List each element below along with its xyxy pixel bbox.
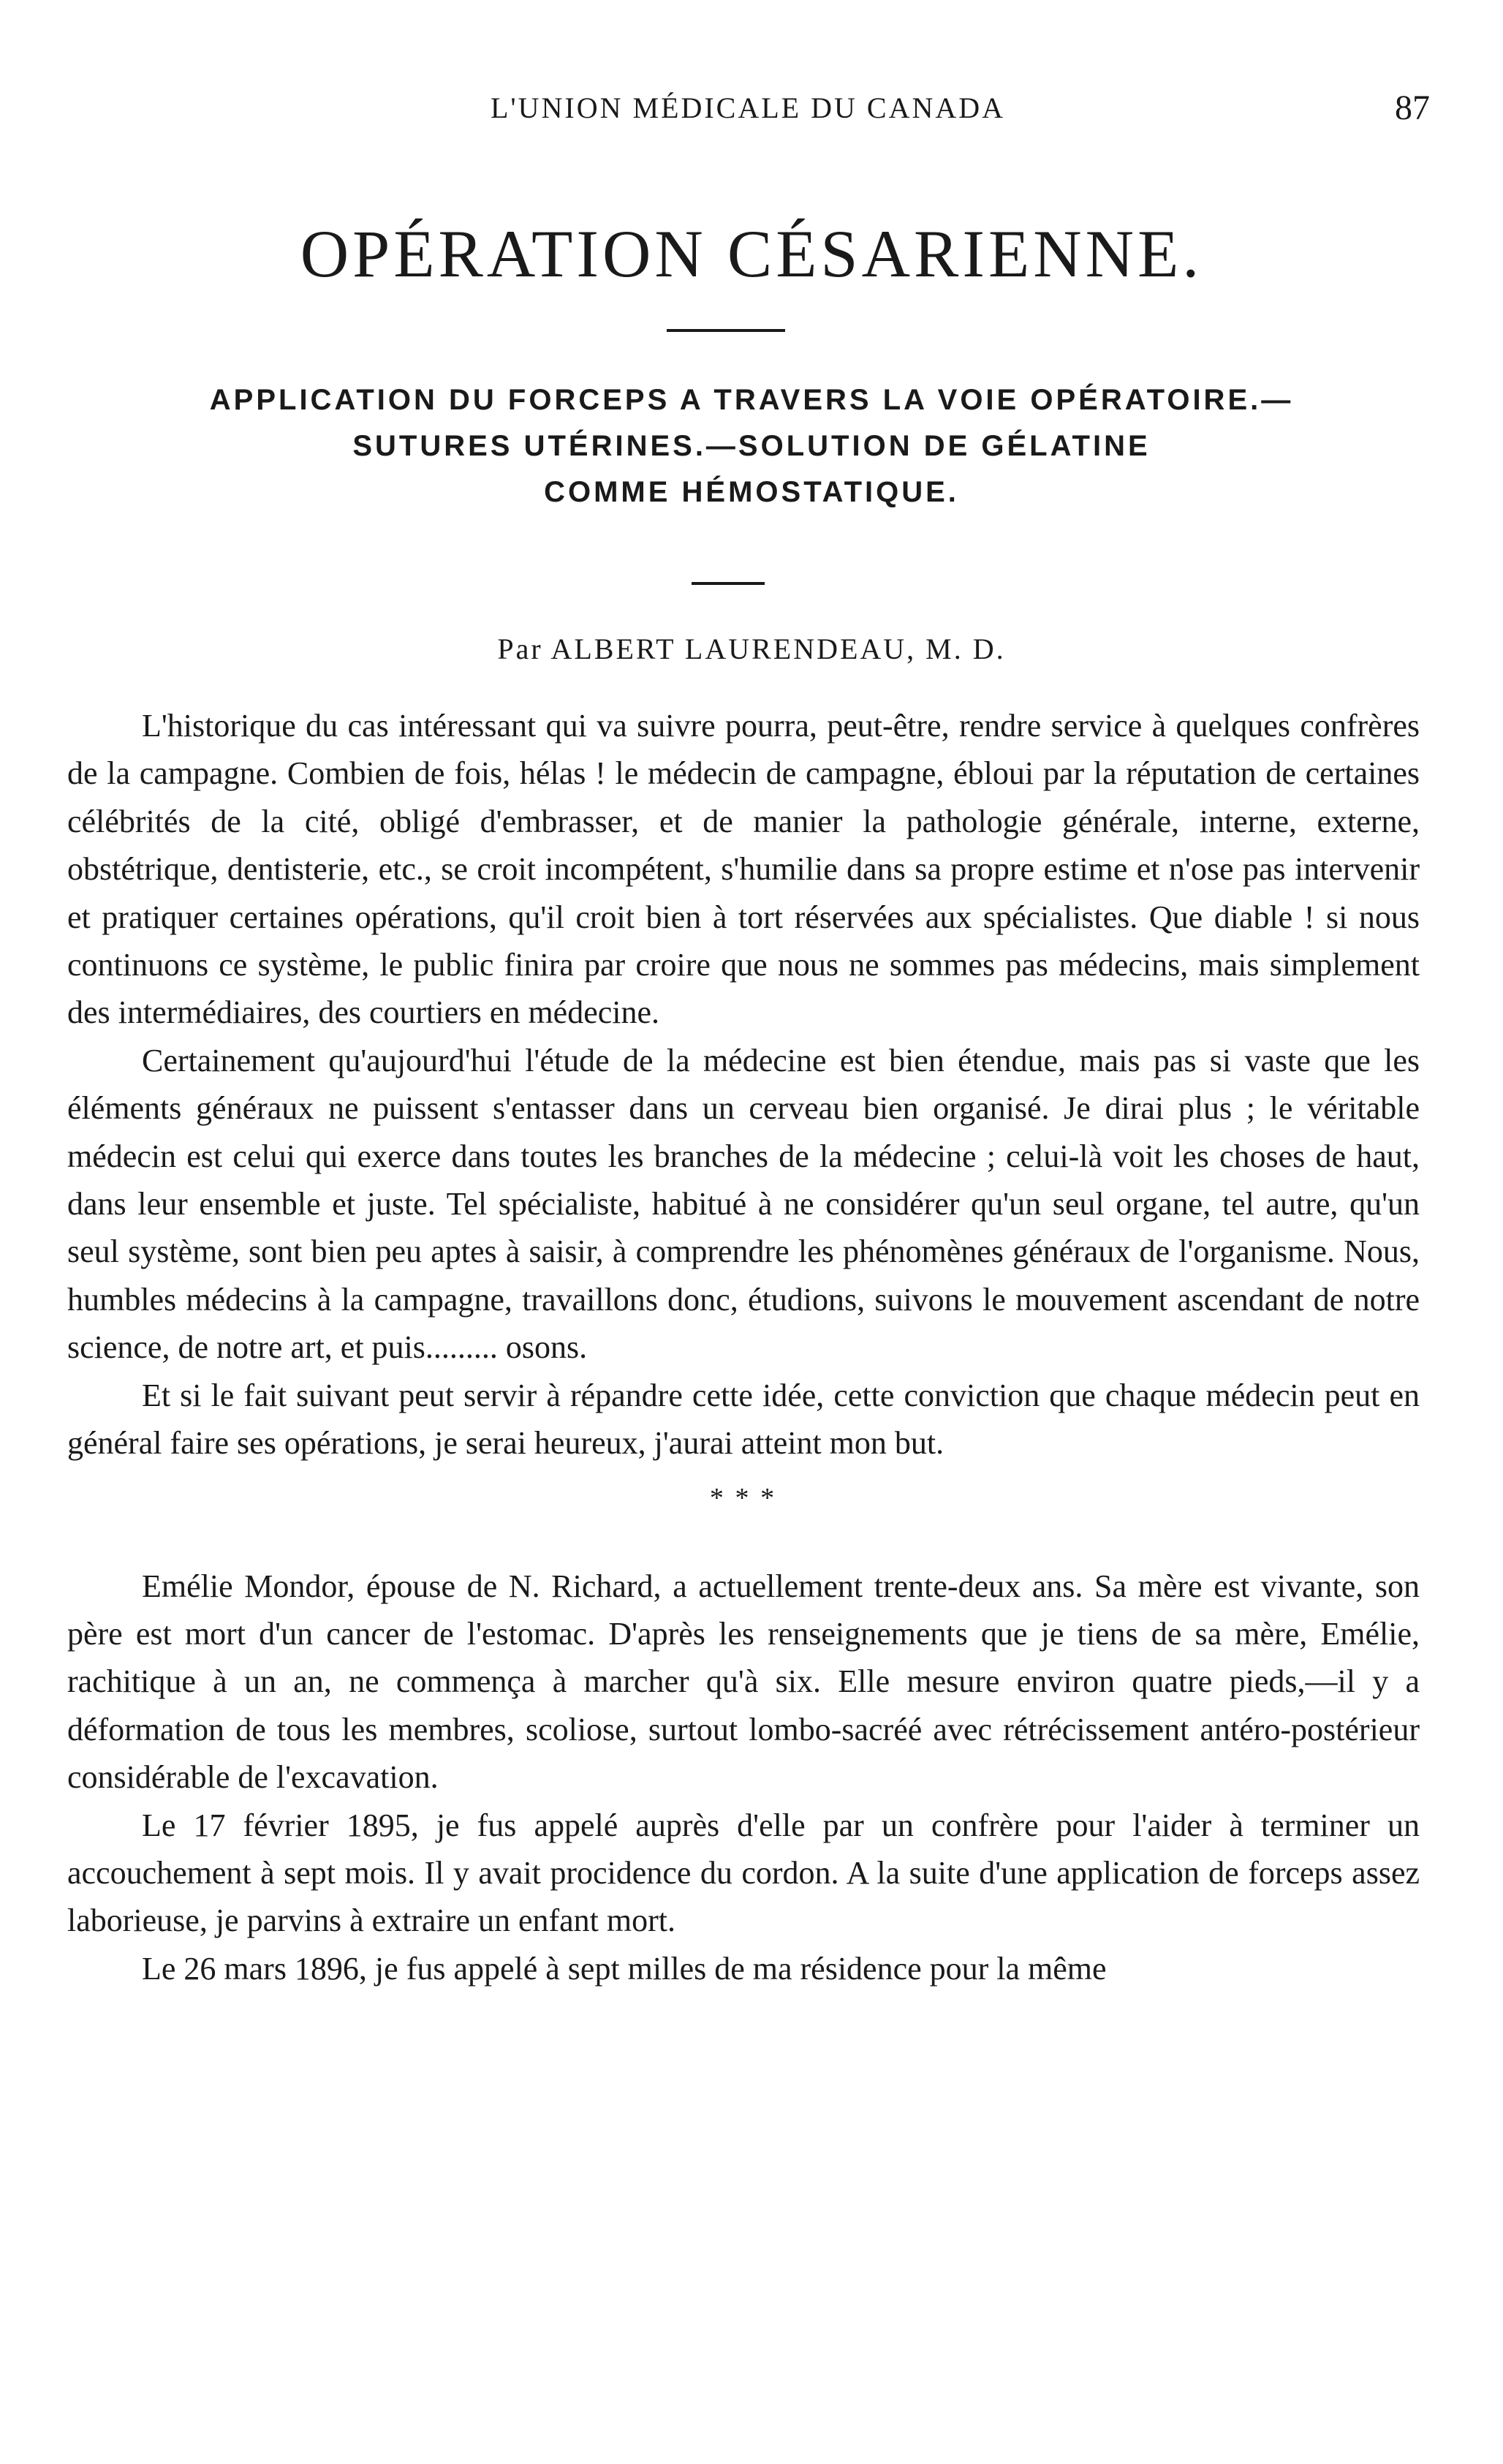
running-title: L'UNION MÉDICALE DU CANADA xyxy=(490,91,1006,124)
running-head xyxy=(66,86,1430,130)
subtitle-rule xyxy=(692,582,765,585)
paragraph-5: Le 17 février 1895, je fus appelé auprès d'elle par un confrère pour l'aider à terminer un accouchement à sept mois. Il y avait procidence du cordon. A la suite d'une application de forceps assez laborieuse, je parvins à extraire un enfant mort. xyxy=(67,1807,1420,1939)
paragraph-1: L'historique du cas intéressant qui va suivre pourra, peut-être, rendre service à quelques confrères de la campagne. Combien de fois, hélas ! le médecin de campagne, ébloui par la réputation de certaines célébrités de la cité, obligé d'embrasser, et de manier la pathologie générale, interne, externe, obstétrique, dentisterie, etc., se croit incompétent, s'humilie dans sa propre estime et n'ose pas intervenir et pratiquer certaines opérations, qu'il croit bien à tort réservées aux spécialistes. Que diable ! si nous continuons ce système, le public finira par croire que nous ne sommes pas médecins, mais simplement des intermédiaires, des courtiers en médecine. xyxy=(67,708,1420,1031)
article-subtitle xyxy=(44,377,1459,515)
paragraph-6: Le 26 mars 1896, je fus appelé à sept milles de ma résidence pour la même xyxy=(142,1950,1107,1987)
section-break-asterism xyxy=(67,1467,1420,1562)
article-title: OPÉRATION CÉSARIENNE. xyxy=(300,216,1203,291)
paragraph-3: Et si le fait suivant peut servir à répandre cette idée, cette conviction que chaque médecin peut en général faire ses opérations, je serai heureux, j'aurai atteint mon but. xyxy=(67,1377,1420,1462)
subtitle-line-1: APPLICATION DU FORCEPS A TRAVERS LA VOIE OPÉRATOIRE.— xyxy=(209,384,1294,416)
page-number: 87 xyxy=(1395,88,1430,127)
author-byline: Par ALBERT LAURENDEAU, M. D. xyxy=(497,632,1006,665)
asterism-glyph: * * * xyxy=(709,1482,778,1513)
paragraph-4: Emélie Mondor, épouse de N. Richard, a actuellement trente-deux ans. Sa mère est vivante, son père est mort d'un cancer de l'estomac. D'après les renseignements que je tiens de sa mère, Emélie, rachitique à un an, ne commença à marcher qu'à six. Elle mesure environ quatre pieds,—il y a déformation de tous les membres, scoliose, surtout lombo-sacréé avec rétrécissement antéro-postérieur considérable de l'excavation. xyxy=(67,1568,1420,1796)
title-rule xyxy=(667,329,785,332)
subtitle-line-3: COMME HÉMOSTATIQUE. xyxy=(544,476,959,508)
subtitle-line-2: SUTURES UTÉRINES.—SOLUTION DE GÉLATINE xyxy=(352,430,1151,462)
paragraph-2: Certainement qu'aujourd'hui l'étude de la médecine est bien étendue, mais pas si vaste que les éléments généraux ne puissent s'entasser dans un cerveau bien organisé. Je dirai plus ; le véritable médecin est celui qui exerce dans toutes les branches de la médecine ; celui-là voit les choses de haut, dans leur ensemble et juste. Tel spécialiste, habitué à ne considérer qu'un seul organe, tel autre, qu'un seul système, sont bien peu aptes à saisir, à comprendre les phénomènes généraux de l'organisme. Nous, humbles médecins à la campagne, travaillons donc, étudions, suivons le mouvement ascendant de notre science, de notre art, et puis......... osons. xyxy=(67,1042,1420,1366)
article-body xyxy=(67,702,1420,1992)
